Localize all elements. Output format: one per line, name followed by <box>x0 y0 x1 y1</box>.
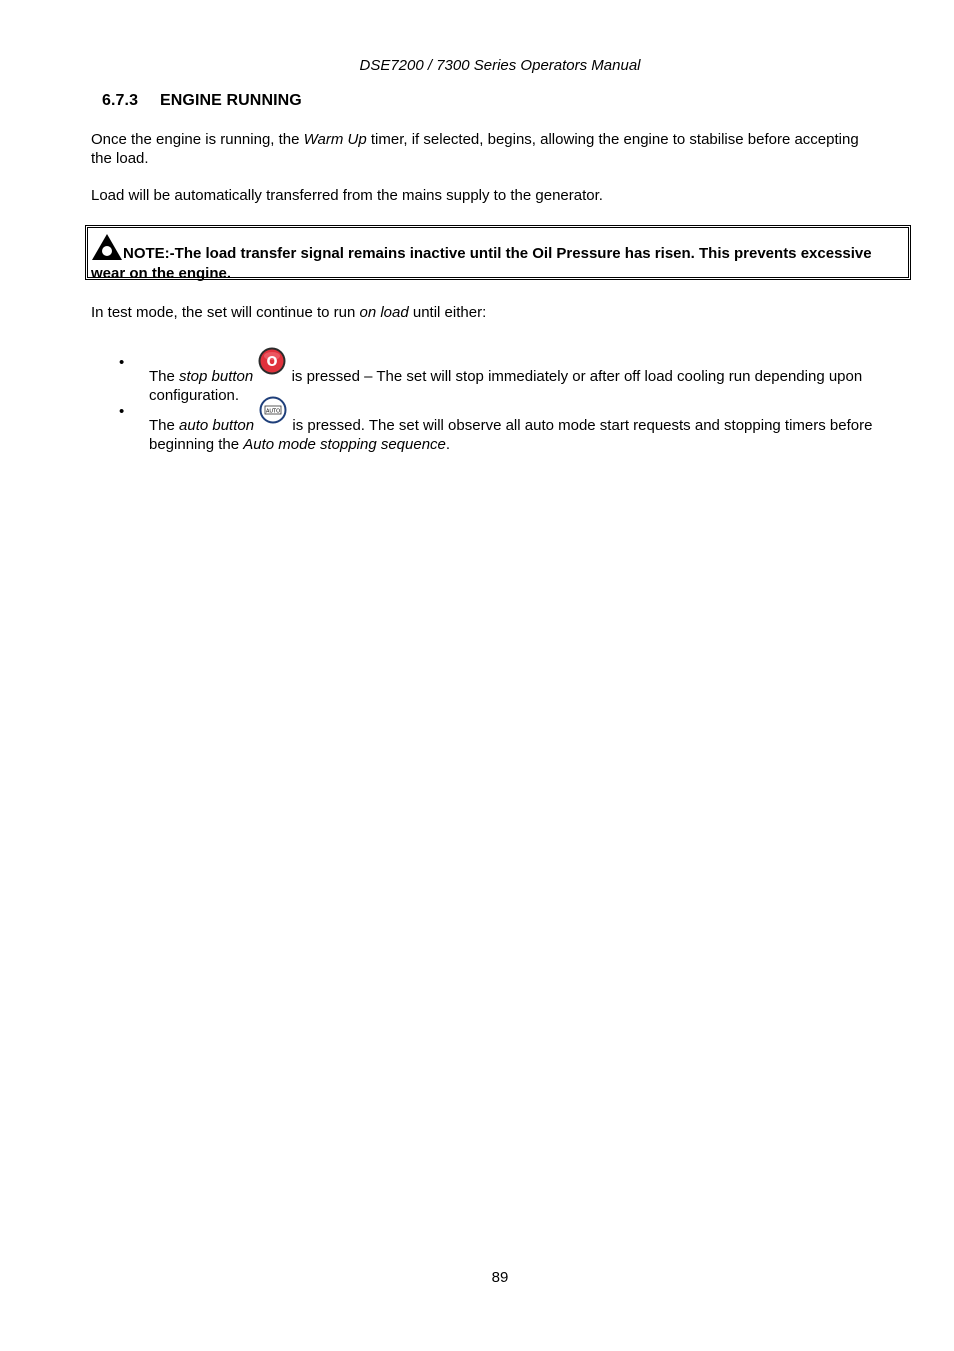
list-text: The <box>149 417 180 434</box>
running-header: DSE7200 / 7300 Series Operators Manual <box>359 57 641 74</box>
list-item-text <box>149 402 899 454</box>
paragraph-test-mode <box>91 303 881 322</box>
list-text: is pressed. The set will observe all auto mode start requests and stopping timers before beginning the <box>149 417 873 453</box>
bullet-dot: • <box>119 354 125 371</box>
emphasis-on-load: on load <box>359 304 409 321</box>
section-title: ENGINE RUNNING <box>160 92 302 109</box>
warning-triangle-icon <box>91 233 123 261</box>
section-heading <box>102 92 302 110</box>
emphasis-auto-stop-sequence: Auto mode stopping sequence <box>243 436 446 453</box>
list-text: is pressed – The set will stop immediately or after off load cooling run depending upon configuration. <box>149 368 863 404</box>
note-text: NOTE:-The load transfer signal remains inactive until the Oil Pressure has risen. This prevents excessive wear on the engine. <box>91 245 872 282</box>
paragraph-load-transfer: Load will be automatically transferred from the mains supply to the generator. <box>91 187 603 204</box>
paragraph-text: Once the engine is running, the <box>91 131 304 148</box>
note-box <box>85 225 911 280</box>
list-text: The <box>149 368 180 385</box>
bullet-dot: • <box>119 403 125 420</box>
page-number: 89 <box>491 1269 509 1286</box>
section-number: 6.7.3 <box>102 92 139 109</box>
auto-button-icon <box>259 396 287 424</box>
list-text: . <box>445 436 451 453</box>
emphasis-warm-up: Warm Up <box>303 131 367 148</box>
note-text-block <box>91 233 891 284</box>
stop-button-icon <box>258 347 286 375</box>
emphasis-auto-button: auto button <box>179 417 255 434</box>
paragraph-text: In test mode, the set will continue to run <box>91 304 360 321</box>
auto-button-icon-label: AUTO <box>266 408 281 415</box>
paragraph-warm-up <box>91 130 881 168</box>
paragraph-text: timer, if selected, begins, allowing the engine to stabilise before accepting the load. <box>91 131 859 167</box>
paragraph-text: until either: <box>408 304 487 321</box>
stop-button-icon-label: O <box>266 355 278 370</box>
emphasis-stop-button: stop button <box>179 368 254 385</box>
